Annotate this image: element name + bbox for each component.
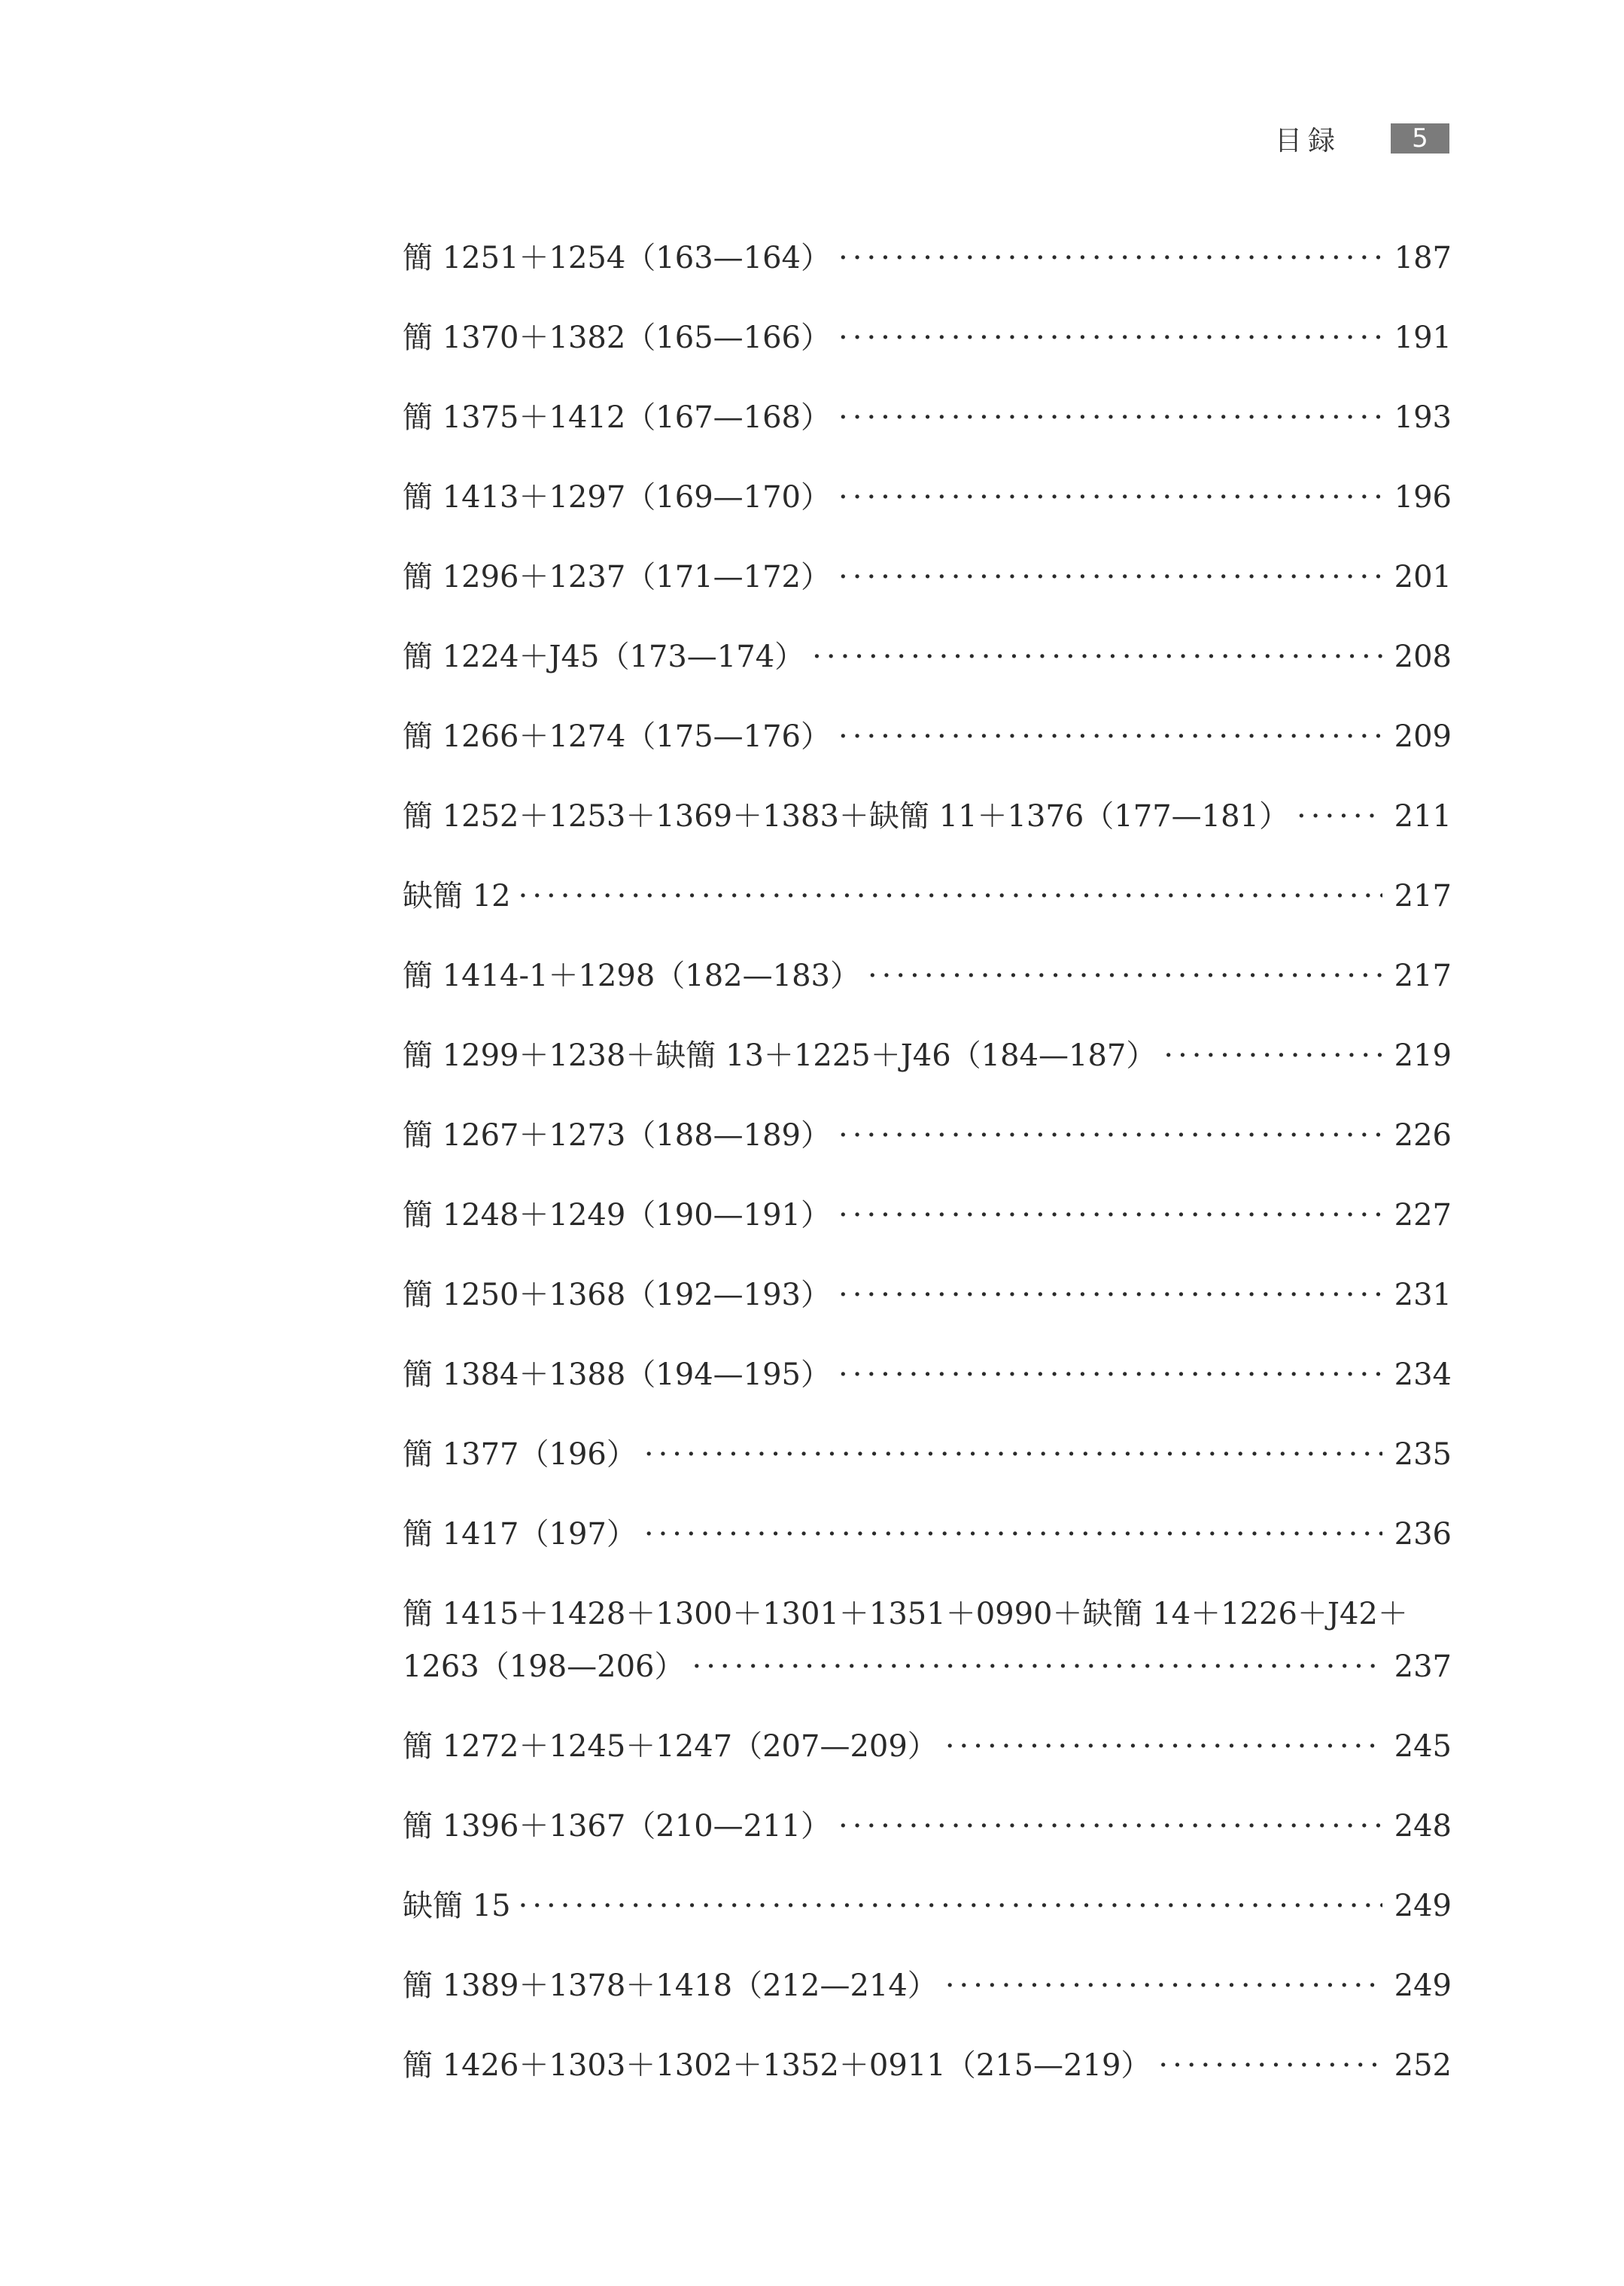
toc-entry-page: 248 <box>1394 1809 1452 1844</box>
dot-leader <box>945 1728 1382 1765</box>
toc-entry-title: 缺簡 12 <box>403 879 511 913</box>
dot-leader <box>838 1356 1382 1394</box>
page-number-badge: 5 <box>1391 123 1449 154</box>
toc-entry-title-line2: 1263（198—206） <box>403 1649 685 1684</box>
toc-entry-title: 簡 1272＋1245＋1247（207—209） <box>403 1729 938 1764</box>
dot-leader <box>1158 2047 1382 2084</box>
dot-leader <box>519 1887 1382 1925</box>
toc-entry[interactable] <box>403 718 1452 755</box>
toc-entry[interactable] <box>403 877 1452 915</box>
toc-entry[interactable] <box>403 957 1452 995</box>
toc-entry-title: 簡 1417（197） <box>403 1517 637 1552</box>
toc-entry-page: 208 <box>1394 640 1452 674</box>
toc-entry-page: 236 <box>1394 1517 1452 1552</box>
toc-entry-title: 簡 1248＋1249（190—191） <box>403 1198 832 1233</box>
toc-entry[interactable] <box>403 2047 1452 2084</box>
toc-entry-page: 217 <box>1394 879 1452 913</box>
toc-entry-page: 196 <box>1394 480 1452 515</box>
dot-leader <box>644 1436 1382 1473</box>
dot-leader <box>1163 1037 1382 1075</box>
toc-entry-page: 227 <box>1394 1198 1452 1233</box>
toc-entry[interactable] <box>403 1276 1452 1314</box>
toc-entry-title: 簡 1377（196） <box>403 1437 637 1472</box>
toc-entry-page: 234 <box>1394 1357 1452 1392</box>
toc-entry[interactable] <box>403 1515 1452 1553</box>
dot-leader <box>519 877 1382 915</box>
toc-entry[interactable] <box>403 1728 1452 1765</box>
toc-entry[interactable] <box>403 558 1452 596</box>
dot-leader <box>838 1196 1382 1234</box>
toc-entry-title-line1: 簡 1415＋1428＋1300＋1301＋1351＋0990＋缺簡 14＋1226＋J42＋ <box>403 1597 1408 1631</box>
toc-entry-title: 簡 1296＋1237（171—172） <box>403 560 832 594</box>
dot-leader <box>868 957 1382 995</box>
dot-leader <box>945 1967 1382 2005</box>
toc-entry-title: 簡 1384＋1388（194—195） <box>403 1357 832 1392</box>
toc-entry-title: 簡 1250＋1368（192—193） <box>403 1278 832 1312</box>
toc-entry[interactable] <box>403 1037 1452 1075</box>
toc-entry-page: 249 <box>1394 1968 1452 2003</box>
toc-entry-page: 187 <box>1394 241 1452 275</box>
dot-leader <box>838 399 1382 436</box>
toc-entry-page: 191 <box>1394 321 1452 355</box>
dot-leader <box>1297 798 1382 835</box>
toc-entry-page: 252 <box>1394 2048 1452 2083</box>
dot-leader <box>838 1117 1382 1154</box>
toc-entry-title: 簡 1413＋1297（169—170） <box>403 480 832 515</box>
toc-entry-title: 簡 1252＋1253＋1369＋1383＋缺簡 11＋1376（177—181） <box>403 799 1290 834</box>
toc-entry[interactable] <box>403 399 1452 436</box>
toc-entry-multiline[interactable] <box>403 1595 1452 1686</box>
toc-entry-page: 219 <box>1394 1038 1452 1073</box>
dot-leader <box>838 718 1382 755</box>
dot-leader <box>692 1648 1382 1686</box>
toc-entry-page: 201 <box>1394 560 1452 594</box>
toc-entry-title: 簡 1370＋1382（165—166） <box>403 321 832 355</box>
toc-entry-page: 209 <box>1394 719 1452 754</box>
toc-entry-title: 簡 1375＋1412（167—168） <box>403 400 832 435</box>
toc-entry-title: 簡 1396＋1367（210—211） <box>403 1809 832 1844</box>
running-header <box>1275 120 1449 157</box>
toc-entry-title: 簡 1299＋1238＋缺簡 13＋1225＋J46（184—187） <box>403 1038 1157 1073</box>
toc-entry-page: 217 <box>1394 959 1452 993</box>
toc-entry-title: 簡 1251＋1254（163—164） <box>403 241 832 275</box>
toc-entry-page: 249 <box>1394 1889 1452 1923</box>
dot-leader <box>644 1515 1382 1553</box>
toc-entry-page: 245 <box>1394 1729 1452 1764</box>
dot-leader <box>838 239 1382 277</box>
toc-entry[interactable] <box>403 1807 1452 1845</box>
toc-entry-page: 193 <box>1394 400 1452 435</box>
toc-entry[interactable] <box>403 638 1452 676</box>
dot-leader <box>838 1807 1382 1845</box>
toc-entry-page: 235 <box>1394 1437 1452 1472</box>
toc-entry-page: 211 <box>1394 799 1452 834</box>
toc-entry[interactable] <box>403 1967 1452 2005</box>
toc-entry-page: 231 <box>1394 1278 1452 1312</box>
toc-entry-title: 簡 1414-1＋1298（182—183） <box>403 959 860 993</box>
toc-entry[interactable] <box>403 1887 1452 1925</box>
dot-leader <box>812 638 1382 676</box>
toc-entry[interactable] <box>403 239 1452 277</box>
toc-entry-title: 簡 1426＋1303＋1302＋1352＋0911（215—219） <box>403 2048 1151 2083</box>
toc-entry[interactable] <box>403 1436 1452 1473</box>
running-title: 目録 <box>1274 125 1341 157</box>
table-of-contents <box>403 239 1452 2126</box>
toc-entry[interactable] <box>403 479 1452 516</box>
toc-entry-page: 226 <box>1394 1118 1452 1153</box>
toc-entry-title: 簡 1389＋1378＋1418（212—214） <box>403 1968 938 2003</box>
toc-entry-title: 簡 1266＋1274（175—176） <box>403 719 832 754</box>
dot-leader <box>838 319 1382 357</box>
toc-entry[interactable] <box>403 319 1452 357</box>
dot-leader <box>838 1276 1382 1314</box>
dot-leader <box>838 558 1382 596</box>
toc-entry[interactable] <box>403 1196 1452 1234</box>
toc-entry-line2 <box>403 1648 1452 1686</box>
toc-entry[interactable] <box>403 1356 1452 1394</box>
toc-entry-title: 簡 1267＋1273（188—189） <box>403 1118 832 1153</box>
dot-leader <box>838 479 1382 516</box>
toc-entry[interactable] <box>403 798 1452 835</box>
toc-entry-title: 缺簡 15 <box>403 1889 511 1923</box>
toc-entry[interactable] <box>403 1117 1452 1154</box>
toc-entry-page: 237 <box>1394 1649 1452 1684</box>
toc-entry-title: 簡 1224＋J45（173—174） <box>403 640 805 674</box>
